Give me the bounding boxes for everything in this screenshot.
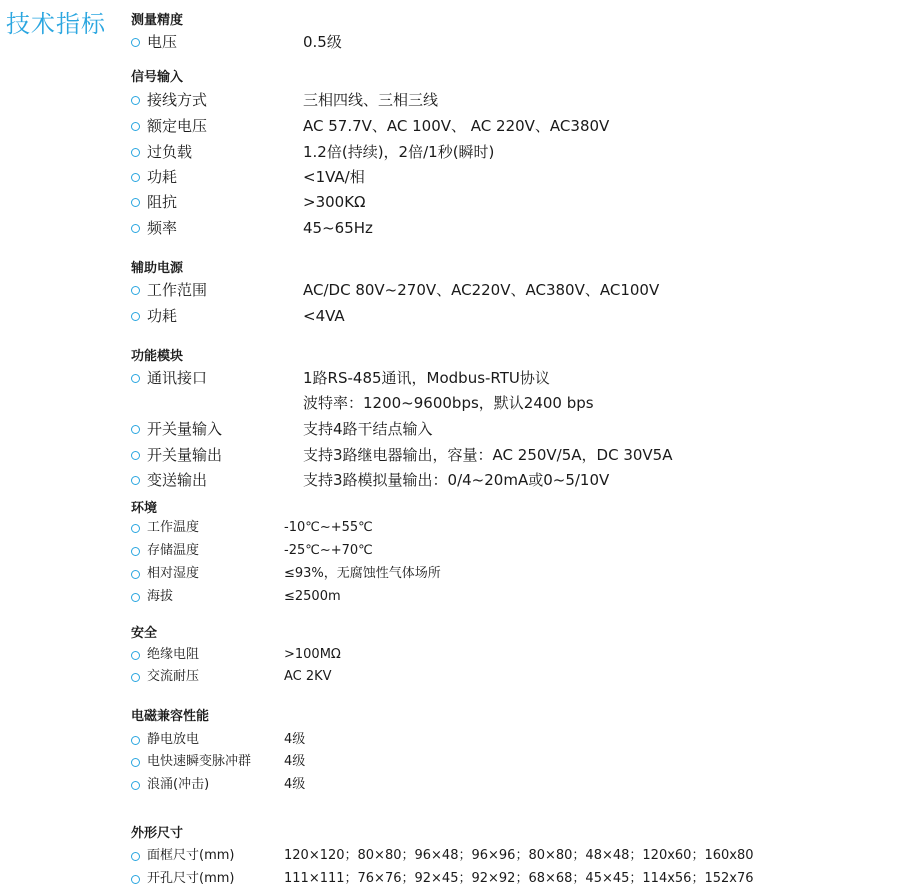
spec-label: 开关量输入: [147, 420, 223, 438]
hollow-circle-icon: [131, 224, 140, 233]
spec-label: 额定电压: [147, 117, 208, 135]
hollow-circle-icon: [131, 198, 140, 207]
spec-label: 频率: [147, 219, 178, 237]
spec-value: 45~65Hz: [303, 219, 373, 237]
spec-value: ≤93%，无腐蚀性气体场所: [284, 566, 441, 581]
spec-label: 过负载: [147, 143, 193, 161]
spec-label: 通讯接口: [147, 369, 208, 387]
spec-label: 变送输出: [147, 471, 208, 489]
spec-value: 0.5级: [303, 33, 342, 51]
spec-value: 4级: [284, 732, 306, 747]
hollow-circle-icon: [131, 547, 140, 556]
spec-value: ≤2500m: [284, 589, 341, 604]
hollow-circle-icon: [131, 312, 140, 321]
spec-label: 工作范围: [147, 281, 208, 299]
section-heading-aux: 辅助电源: [131, 261, 184, 276]
spec-value: >300KΩ: [303, 193, 366, 211]
spec-label: 电快速瞬变脉冲群: [147, 754, 252, 769]
spec-value: 4级: [284, 754, 306, 769]
hollow-circle-icon: [131, 476, 140, 485]
hollow-circle-icon: [131, 38, 140, 47]
spec-label: 静电放电: [147, 732, 200, 747]
hollow-circle-icon: [131, 852, 140, 861]
spec-label: 面框尺寸(mm): [147, 848, 235, 863]
hollow-circle-icon: [131, 781, 140, 790]
hollow-circle-icon: [131, 451, 140, 460]
spec-label: 功耗: [147, 307, 178, 325]
section-heading-measure: 测量精度: [131, 13, 184, 28]
spec-label: 功耗: [147, 168, 178, 186]
hollow-circle-icon: [131, 524, 140, 533]
spec-label: 相对湿度: [147, 566, 200, 581]
spec-value: AC 2KV: [284, 669, 332, 684]
hollow-circle-icon: [131, 651, 140, 660]
spec-value: 支持3路模拟量输出：0/4~20mA或0~5/10V: [303, 471, 610, 489]
spec-value: 1.2倍(持续)，2倍/1秒(瞬时): [303, 143, 495, 161]
spec-label: 绝缘电阻: [147, 647, 200, 662]
spec-value: 波特率：1200~9600bps，默认2400 bps: [303, 394, 594, 412]
spec-value: 111×111；76×76；92×45；92×92；68×68；45×45；114x56；152x76: [284, 871, 754, 886]
spec-value: 三相四线、三相三线: [303, 91, 439, 109]
spec-value: AC 57.7V、AC 100V、 AC 220V、AC380V: [303, 117, 610, 135]
spec-label: 存储温度: [147, 543, 200, 558]
spec-label: 交流耐压: [147, 669, 200, 684]
section-heading-env: 环境: [131, 501, 158, 516]
hollow-circle-icon: [131, 593, 140, 602]
hollow-circle-icon: [131, 96, 140, 105]
spec-value: 支持3路继电器输出，容量：AC 250V/5A，DC 30V5A: [303, 446, 673, 464]
spec-value: AC/DC 80V~270V、AC220V、AC380V、AC100V: [303, 281, 660, 299]
hollow-circle-icon: [131, 570, 140, 579]
spec-value: 4级: [284, 777, 306, 792]
hollow-circle-icon: [131, 122, 140, 131]
hollow-circle-icon: [131, 736, 140, 745]
section-heading-emc: 电磁兼容性能: [131, 709, 210, 724]
hollow-circle-icon: [131, 425, 140, 434]
spec-label: 开关量输出: [147, 446, 223, 464]
hollow-circle-icon: [131, 875, 140, 884]
spec-value: >100MΩ: [284, 647, 341, 662]
section-heading-signal: 信号输入: [131, 70, 184, 85]
spec-value: -10℃~+55℃: [284, 520, 373, 535]
spec-label: 开孔尺寸(mm): [147, 871, 235, 886]
spec-label: 电压: [147, 33, 178, 51]
section-heading-dims: 外形尺寸: [131, 826, 184, 841]
spec-value: <4VA: [303, 307, 345, 325]
spec-label: 工作温度: [147, 520, 200, 535]
section-heading-func: 功能模块: [131, 349, 184, 364]
section-heading-safety: 安全: [131, 626, 158, 641]
hollow-circle-icon: [131, 374, 140, 383]
spec-value: <1VA/相: [303, 168, 365, 186]
spec-label: 浪涌(冲击): [147, 777, 210, 792]
spec-value: 1路RS-485通讯，Modbus-RTU协议: [303, 369, 550, 387]
spec-label: 接线方式: [147, 91, 208, 109]
hollow-circle-icon: [131, 758, 140, 767]
hollow-circle-icon: [131, 286, 140, 295]
spec-value: 120×120；80×80；96×48；96×96；80×80；48×48；120x60；160x80: [284, 848, 754, 863]
spec-value: -25℃~+70℃: [284, 543, 373, 558]
spec-label: 海拔: [147, 589, 174, 604]
hollow-circle-icon: [131, 148, 140, 157]
spec-label: 阻抗: [147, 193, 178, 211]
page-title: 技术指标: [6, 10, 106, 38]
hollow-circle-icon: [131, 673, 140, 682]
spec-value: 支持4路干结点输入: [303, 420, 433, 438]
hollow-circle-icon: [131, 173, 140, 182]
